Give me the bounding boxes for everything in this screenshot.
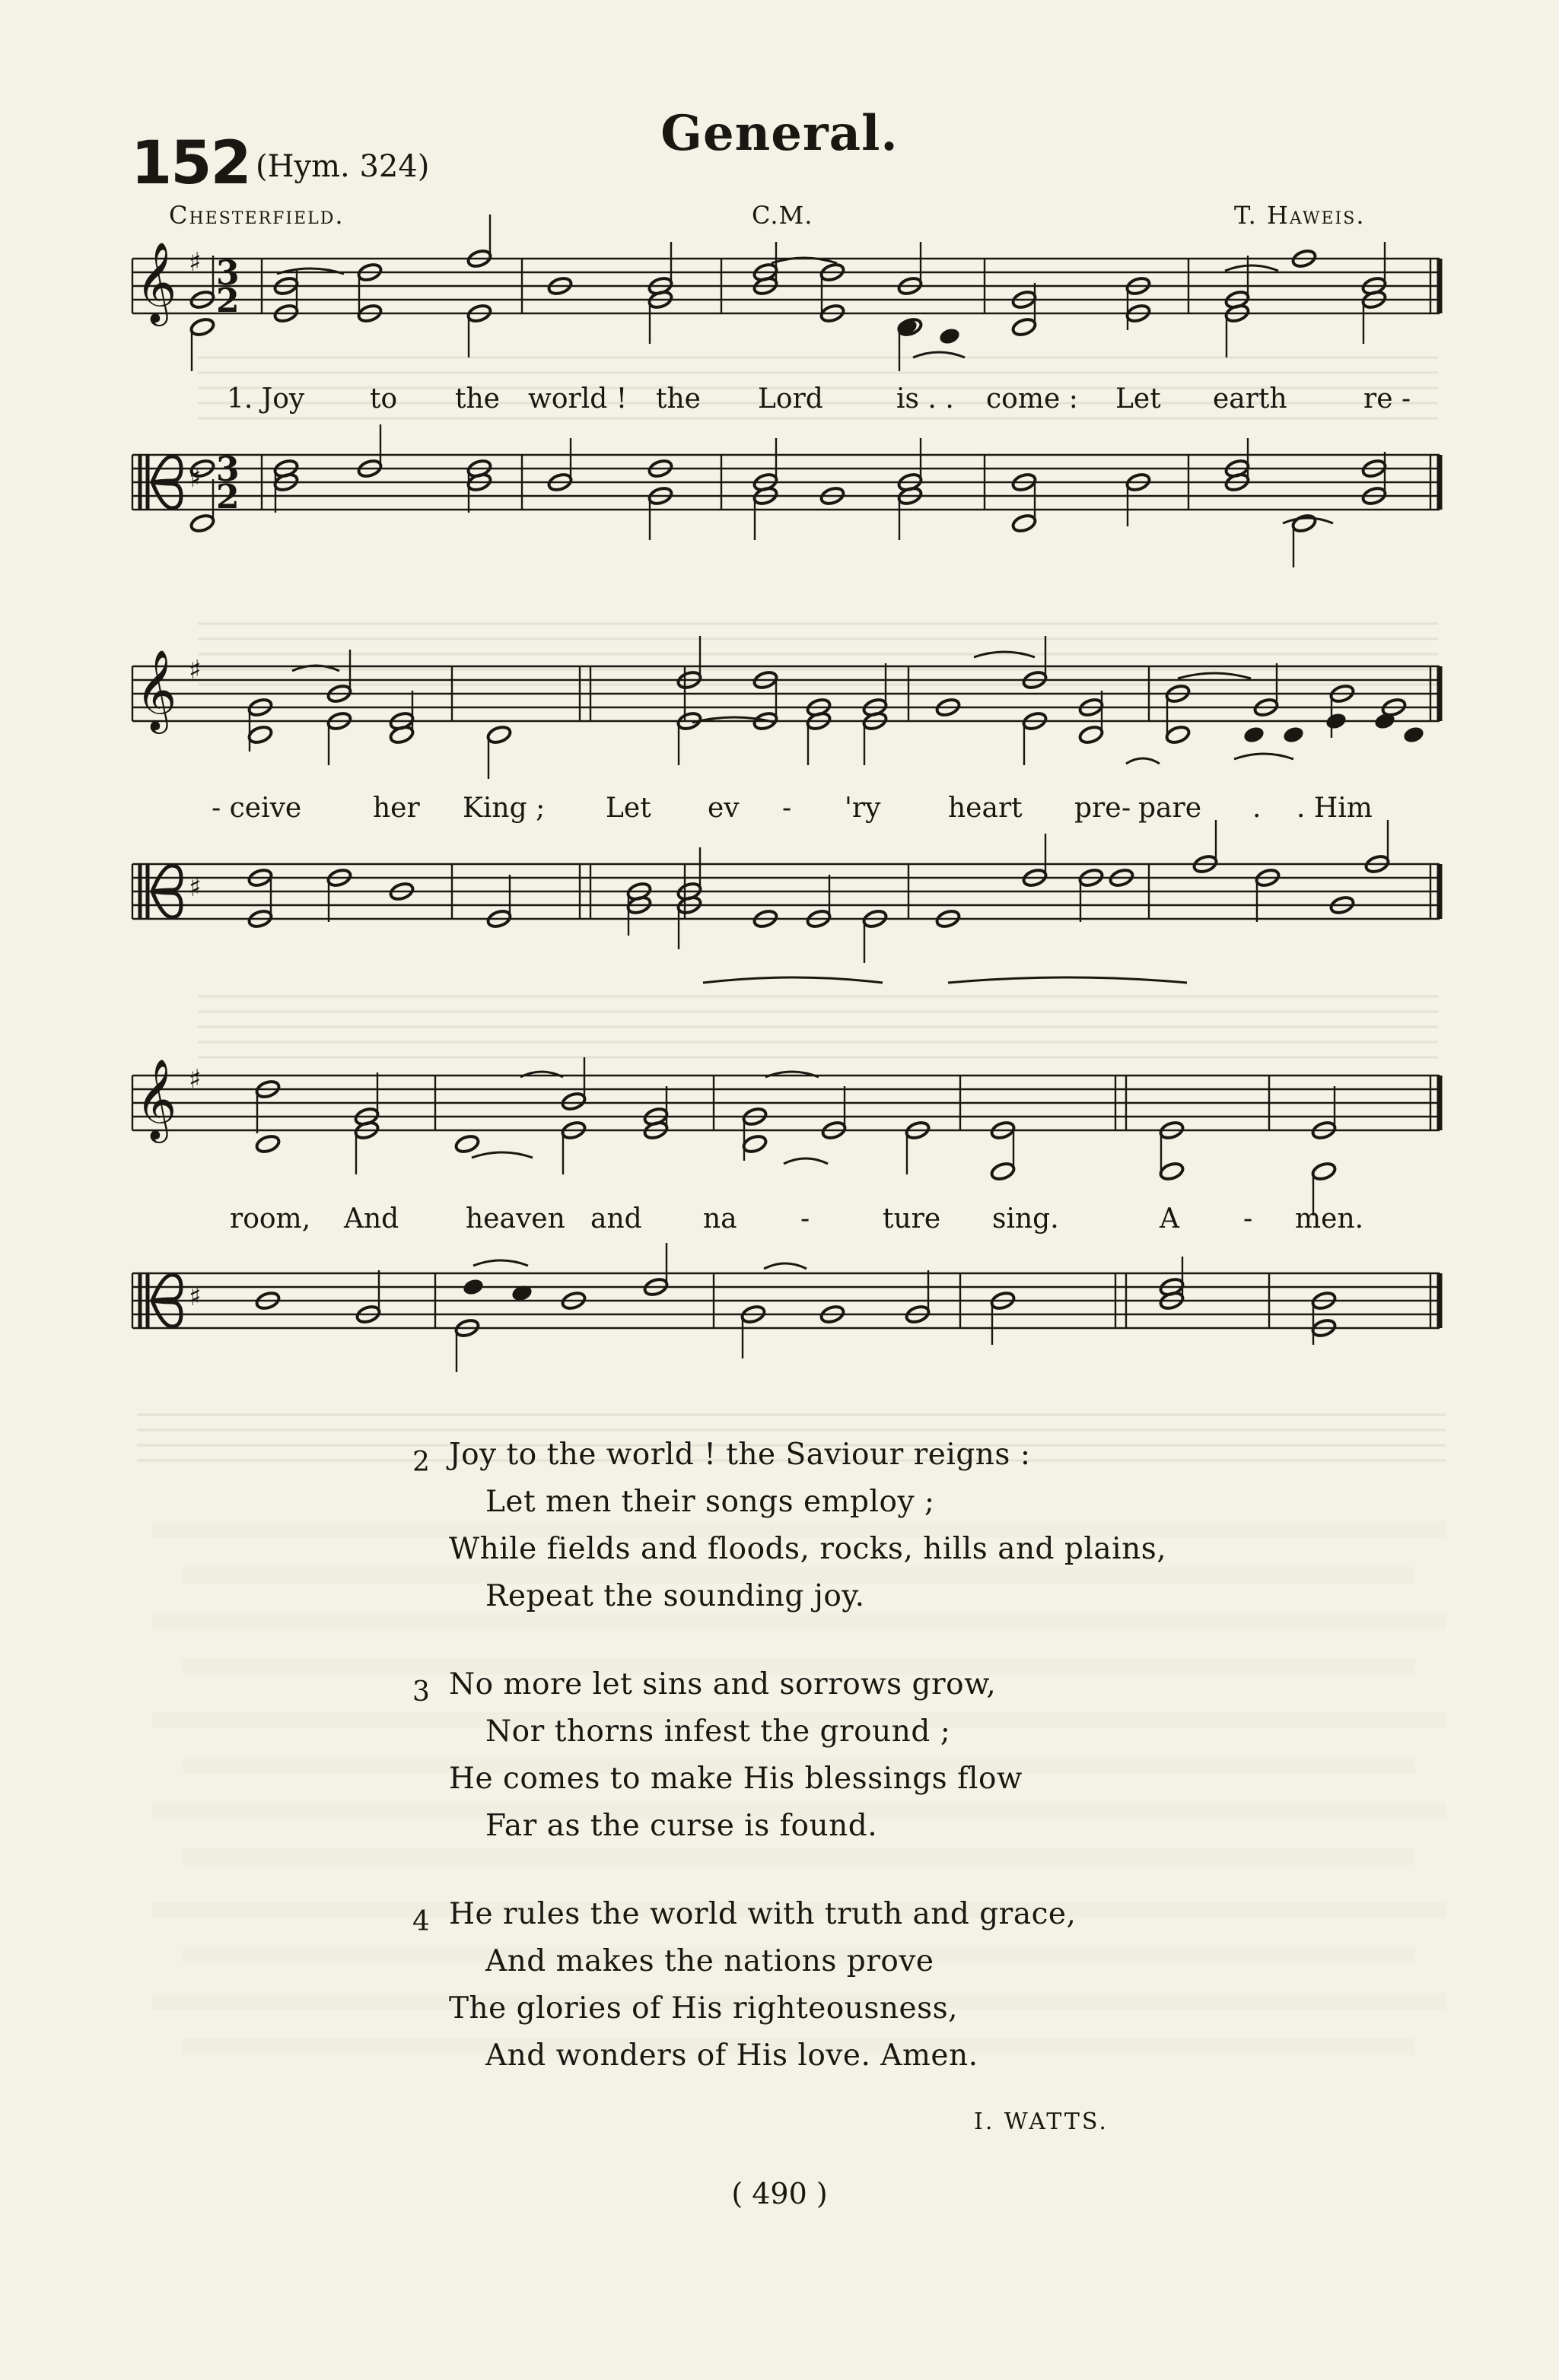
- verse-line: Far as the curse is found.: [485, 1809, 878, 1843]
- note-head: [1011, 316, 1037, 337]
- slur: [472, 1152, 533, 1158]
- sharp-icon: ♯: [189, 872, 202, 903]
- section-title: General.: [660, 105, 899, 162]
- note-head: [1311, 1161, 1337, 1181]
- verse-line: Repeat the sounding joy.: [485, 1579, 865, 1613]
- note-head: [255, 1133, 281, 1154]
- note-head: [189, 316, 215, 337]
- lyric-syllable: pre: [1074, 793, 1122, 824]
- lyric-syllable: pare: [1138, 793, 1202, 824]
- time-signature-denominator: 2: [216, 478, 240, 516]
- lyric-syllable: sing.: [992, 1203, 1059, 1234]
- verse-line: And makes the nations prove: [485, 1944, 934, 1978]
- treble-clef-icon: 𝄞: [135, 1058, 177, 1139]
- verse-line: Nor thorns infest the ground ;: [485, 1714, 951, 1749]
- time-signature-numerator: 3: [216, 450, 240, 489]
- lyric-syllable: heart: [948, 793, 1023, 824]
- lyric-syllable: 1. Joy: [227, 383, 305, 415]
- note-head: [990, 1161, 1016, 1181]
- hymn-reference: (Hym. 324): [256, 149, 430, 184]
- page-number: ( 490 ): [731, 2177, 828, 2210]
- note-head: [247, 724, 273, 745]
- sharp-icon: ♯: [189, 1064, 202, 1095]
- lyric-syllable: and: [590, 1203, 642, 1234]
- slur: [473, 1260, 528, 1266]
- lyric-syllable: -: [1122, 793, 1131, 824]
- verse-line: The glories of His righteousness,: [449, 1991, 959, 2026]
- slur: [784, 1158, 828, 1164]
- slur: [948, 977, 1187, 983]
- note-head: [742, 1133, 768, 1154]
- slur: [974, 652, 1035, 657]
- lyric-syllable: men.: [1295, 1203, 1364, 1234]
- note-head: [561, 1091, 587, 1111]
- lyric-syllable: -: [800, 1203, 810, 1234]
- note-head: [1011, 513, 1037, 533]
- composer: T. Haweis.: [1234, 201, 1366, 230]
- lyric-syllable: na: [703, 1203, 737, 1234]
- treble-clef-icon: 𝄞: [135, 241, 177, 323]
- lyric-syllable: world !: [528, 383, 628, 415]
- lyric-syllable: come :: [986, 383, 1078, 415]
- note-head: [1291, 513, 1317, 533]
- lyric-syllable: ture: [883, 1203, 941, 1234]
- verse-number: 3: [412, 1676, 430, 1708]
- sharp-icon: ♯: [189, 1282, 202, 1312]
- lyric-syllable: Lord: [758, 383, 823, 415]
- slur: [1126, 758, 1160, 764]
- alto-clef-icon: [140, 1273, 181, 1328]
- note-head-filled: [1282, 725, 1306, 745]
- verse-line: He rules the world with truth and grace,: [449, 1897, 1077, 1931]
- verse-line: No more let sins and sorrows grow,: [449, 1667, 997, 1702]
- lyric-syllable: re -: [1363, 383, 1411, 415]
- lyric-syllable: is . .: [896, 383, 954, 415]
- lyric-syllable: A: [1160, 1203, 1179, 1234]
- slur: [1234, 754, 1293, 759]
- lyric-syllable: And: [344, 1203, 399, 1234]
- lyric-syllable: King ;: [463, 793, 546, 824]
- text-author: I. WATTS.: [974, 2108, 1109, 2135]
- verse-number: 4: [412, 1906, 430, 1937]
- lyric-syllable: heaven: [466, 1203, 565, 1234]
- lyric-syllable: room,: [230, 1203, 311, 1234]
- lyric-syllable: -: [1243, 1203, 1253, 1234]
- lyric-syllable: her: [373, 793, 420, 824]
- sharp-icon: ♯: [189, 463, 202, 494]
- time-signature-denominator: 2: [216, 281, 240, 320]
- lyric-syllable: Let: [606, 793, 651, 824]
- note-head: [1165, 724, 1191, 745]
- lyric-syllable: the: [656, 383, 701, 415]
- hymn-number: 152: [131, 129, 250, 198]
- note-head-filled: [1242, 725, 1266, 745]
- sharp-icon: ♯: [189, 247, 202, 278]
- verse-line: While fields and floods, rocks, hills and plains,: [449, 1532, 1167, 1566]
- lyric-syllable: . Him: [1297, 793, 1373, 824]
- slur: [703, 977, 883, 983]
- time-signature-numerator: 3: [216, 254, 240, 293]
- note-head-filled: [938, 326, 962, 346]
- note-head-filled: [1402, 725, 1426, 745]
- slur: [764, 1263, 807, 1269]
- lyric-syllable: the: [455, 383, 500, 415]
- verse-line: And wonders of His love. Amen.: [485, 2038, 978, 2073]
- slur: [913, 352, 965, 357]
- note-head: [189, 513, 215, 533]
- slur: [1283, 518, 1333, 523]
- slur: [1178, 673, 1251, 678]
- note-head: [454, 1133, 480, 1154]
- note-head-filled: [1325, 711, 1348, 731]
- lyric-syllable: - ceive: [212, 793, 302, 824]
- alto-clef-icon: [140, 455, 181, 510]
- verse-number: 2: [412, 1447, 430, 1478]
- slur: [1225, 265, 1278, 271]
- note-head: [1159, 1161, 1185, 1181]
- lyric-syllable: Let: [1115, 383, 1161, 415]
- sharp-icon: ♯: [189, 655, 202, 685]
- alto-clef-icon: [140, 864, 181, 919]
- lyric-syllable: 'ry: [845, 793, 881, 824]
- lyric-syllable: .: [1252, 793, 1262, 824]
- lyric-syllable: earth: [1213, 383, 1287, 415]
- note-head: [486, 724, 512, 745]
- verse-line: Joy to the world ! the Saviour reigns :: [449, 1438, 1031, 1472]
- tune-name: Chesterfield.: [169, 201, 345, 230]
- lyric-syllable: ev: [708, 793, 740, 824]
- lyric-syllable: -: [782, 793, 792, 824]
- meter: C.M.: [752, 201, 813, 230]
- lyric-syllable: to: [370, 383, 398, 415]
- verse-line: He comes to make His blessings flow: [449, 1762, 1023, 1796]
- note-head-filled: [462, 1277, 485, 1297]
- note-head: [1078, 724, 1104, 745]
- verse-line: Let men their songs employ ;: [485, 1485, 935, 1519]
- treble-clef-icon: 𝄞: [135, 649, 177, 730]
